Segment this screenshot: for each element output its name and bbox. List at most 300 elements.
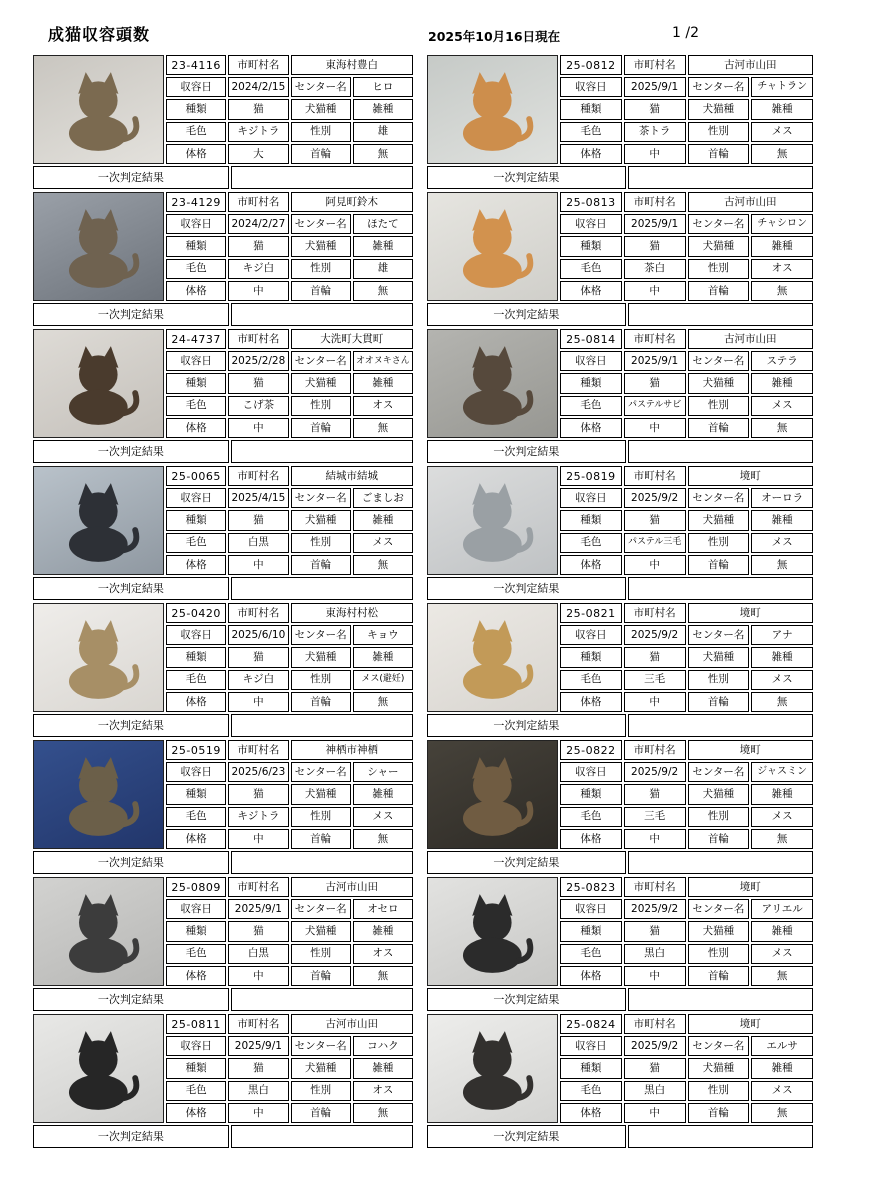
judgment-row bbox=[33, 851, 413, 874]
collar-value: 無 bbox=[353, 692, 413, 712]
intake-date-value: 2025/9/2 bbox=[624, 1036, 686, 1056]
coat-label: 毛色 bbox=[166, 944, 226, 964]
intake-date-label: 収容日 bbox=[560, 351, 622, 371]
record-table bbox=[166, 740, 413, 849]
record-table bbox=[560, 192, 813, 301]
cat-record-card bbox=[427, 192, 813, 326]
sex-label: 性別 bbox=[291, 670, 351, 690]
coat-value: パステル三毛 bbox=[624, 533, 686, 553]
coat-label: 毛色 bbox=[560, 670, 622, 690]
cat-silhouette-icon bbox=[48, 63, 149, 155]
breed-label: 犬猫種 bbox=[291, 236, 351, 256]
coat-value: キジトラ bbox=[228, 807, 288, 827]
species-label: 種類 bbox=[166, 510, 226, 530]
card-top bbox=[427, 466, 813, 575]
cat-photo bbox=[427, 192, 558, 301]
judgment-label: 一次判定結果 bbox=[33, 988, 229, 1011]
sex-value: メス bbox=[751, 807, 813, 827]
municipality-label: 市町村名 bbox=[624, 329, 686, 349]
build-label: 体格 bbox=[560, 281, 622, 301]
build-label: 体格 bbox=[560, 418, 622, 438]
judgment-row bbox=[33, 166, 413, 189]
collar-value: 無 bbox=[751, 966, 813, 986]
judgment-label: 一次判定結果 bbox=[33, 577, 229, 600]
municipality-label: 市町村名 bbox=[228, 603, 288, 623]
breed-value: 雑種 bbox=[751, 1058, 813, 1078]
collar-value: 無 bbox=[751, 555, 813, 575]
build-label: 体格 bbox=[166, 692, 226, 712]
municipality-value: 阿見町鈴木 bbox=[291, 192, 414, 212]
sex-label: 性別 bbox=[291, 259, 351, 279]
collar-label: 首輪 bbox=[688, 144, 750, 164]
cat-silhouette-icon bbox=[48, 748, 149, 840]
cat-photo bbox=[33, 466, 164, 575]
species-label: 種類 bbox=[560, 373, 622, 393]
sex-value: オス bbox=[751, 259, 813, 279]
sex-value: オス bbox=[353, 1081, 413, 1101]
cat-silhouette-icon bbox=[442, 611, 543, 703]
species-value: 猫 bbox=[228, 510, 288, 530]
build-value: 中 bbox=[624, 1103, 686, 1123]
cat-photo bbox=[427, 603, 558, 712]
build-value: 中 bbox=[624, 555, 686, 575]
intake-date-label: 収容日 bbox=[560, 762, 622, 782]
center-name-label: センター名 bbox=[688, 214, 750, 234]
judgment-value bbox=[231, 1125, 413, 1148]
judgment-label: 一次判定結果 bbox=[33, 440, 229, 463]
coat-value: 黒白 bbox=[624, 944, 686, 964]
build-label: 体格 bbox=[560, 829, 622, 849]
build-value: 中 bbox=[228, 966, 288, 986]
center-name-label: センター名 bbox=[291, 762, 351, 782]
record-table bbox=[560, 740, 813, 849]
sex-label: 性別 bbox=[291, 533, 351, 553]
cat-silhouette-icon bbox=[442, 748, 543, 840]
cat-silhouette-icon bbox=[48, 885, 149, 977]
judgment-row bbox=[33, 303, 413, 326]
intake-date-value: 2025/9/2 bbox=[624, 625, 686, 645]
judgment-value bbox=[628, 851, 813, 874]
intake-date-label: 収容日 bbox=[166, 762, 226, 782]
cat-photo bbox=[427, 55, 558, 164]
build-value: 中 bbox=[228, 281, 288, 301]
record-table bbox=[560, 1014, 813, 1123]
center-name-value: アリエル bbox=[751, 899, 813, 919]
card-top bbox=[33, 55, 413, 164]
center-name-value: ごましお bbox=[353, 488, 413, 508]
cat-silhouette-icon bbox=[442, 885, 543, 977]
cat-silhouette-icon bbox=[48, 200, 149, 292]
species-label: 種類 bbox=[560, 784, 622, 804]
center-name-value: ステラ bbox=[751, 351, 813, 371]
municipality-label: 市町村名 bbox=[624, 192, 686, 212]
coat-label: 毛色 bbox=[166, 122, 226, 142]
judgment-label: 一次判定結果 bbox=[33, 1125, 229, 1148]
species-value: 猫 bbox=[228, 99, 288, 119]
sex-label: 性別 bbox=[291, 396, 351, 416]
card-top bbox=[427, 55, 813, 164]
species-value: 猫 bbox=[228, 647, 288, 667]
breed-value: 雑種 bbox=[353, 921, 413, 941]
species-value: 猫 bbox=[228, 236, 288, 256]
sex-label: 性別 bbox=[688, 1081, 750, 1101]
sex-label: 性別 bbox=[688, 122, 750, 142]
collar-value: 無 bbox=[751, 418, 813, 438]
cat-photo bbox=[33, 192, 164, 301]
species-label: 種類 bbox=[166, 373, 226, 393]
build-value: 中 bbox=[624, 418, 686, 438]
coat-label: 毛色 bbox=[166, 396, 226, 416]
municipality-value: 境町 bbox=[688, 466, 814, 486]
sex-value: メス bbox=[751, 944, 813, 964]
species-value: 猫 bbox=[624, 510, 686, 530]
coat-label: 毛色 bbox=[560, 122, 622, 142]
card-top bbox=[33, 329, 413, 438]
breed-label: 犬猫種 bbox=[688, 1058, 750, 1078]
cat-record-card bbox=[427, 329, 813, 463]
record-table bbox=[560, 55, 813, 164]
record-id: 25-0823 bbox=[560, 877, 622, 897]
judgment-value bbox=[231, 440, 413, 463]
center-name-label: センター名 bbox=[688, 77, 750, 97]
cat-record-card bbox=[427, 603, 813, 737]
coat-value: 茶白 bbox=[624, 259, 686, 279]
intake-date-label: 収容日 bbox=[166, 77, 226, 97]
species-value: 猫 bbox=[624, 647, 686, 667]
center-name-value: ほたて bbox=[353, 214, 413, 234]
build-label: 体格 bbox=[560, 966, 622, 986]
center-name-label: センター名 bbox=[291, 214, 351, 234]
municipality-value: 境町 bbox=[688, 740, 814, 760]
intake-date-value: 2025/9/1 bbox=[624, 214, 686, 234]
coat-label: 毛色 bbox=[166, 670, 226, 690]
center-name-label: センター名 bbox=[291, 488, 351, 508]
cat-photo bbox=[427, 877, 558, 986]
judgment-row bbox=[427, 851, 813, 874]
municipality-value: 古河市山田 bbox=[688, 329, 814, 349]
breed-value: 雑種 bbox=[751, 784, 813, 804]
municipality-label: 市町村名 bbox=[624, 55, 686, 75]
breed-value: 雑種 bbox=[751, 510, 813, 530]
card-top bbox=[427, 877, 813, 986]
sex-value: メス bbox=[751, 1081, 813, 1101]
breed-value: 雑種 bbox=[353, 373, 413, 393]
judgment-label: 一次判定結果 bbox=[33, 166, 229, 189]
breed-label: 犬猫種 bbox=[688, 647, 750, 667]
sex-label: 性別 bbox=[291, 1081, 351, 1101]
center-name-value: チャトラン bbox=[751, 77, 813, 97]
build-value: 中 bbox=[228, 692, 288, 712]
cat-record-card bbox=[427, 877, 813, 1011]
records-grid bbox=[33, 55, 813, 1148]
breed-value: 雑種 bbox=[353, 236, 413, 256]
coat-value: キジ白 bbox=[228, 259, 288, 279]
coat-label: 毛色 bbox=[560, 396, 622, 416]
collar-label: 首輪 bbox=[291, 966, 351, 986]
breed-value: 雑種 bbox=[751, 921, 813, 941]
cat-record-card bbox=[33, 603, 413, 737]
collar-value: 無 bbox=[353, 1103, 413, 1123]
build-label: 体格 bbox=[166, 281, 226, 301]
cat-photo bbox=[33, 1014, 164, 1123]
municipality-value: 古河市山田 bbox=[291, 1014, 414, 1034]
judgment-row bbox=[427, 577, 813, 600]
coat-value: 黒白 bbox=[624, 1081, 686, 1101]
judgment-row bbox=[33, 714, 413, 737]
judgment-row bbox=[33, 440, 413, 463]
build-label: 体格 bbox=[560, 1103, 622, 1123]
coat-label: 毛色 bbox=[166, 807, 226, 827]
collar-value: 無 bbox=[353, 418, 413, 438]
judgment-value bbox=[231, 714, 413, 737]
cat-record-card bbox=[33, 877, 413, 1011]
center-name-label: センター名 bbox=[688, 762, 750, 782]
intake-date-label: 収容日 bbox=[560, 77, 622, 97]
record-id: 25-0813 bbox=[560, 192, 622, 212]
record-id: 25-0519 bbox=[166, 740, 226, 760]
judgment-label: 一次判定結果 bbox=[427, 714, 626, 737]
center-name-value: アナ bbox=[751, 625, 813, 645]
intake-date-value: 2025/9/2 bbox=[624, 899, 686, 919]
breed-value: 雑種 bbox=[751, 99, 813, 119]
card-top bbox=[427, 192, 813, 301]
judgment-row bbox=[427, 714, 813, 737]
intake-date-label: 収容日 bbox=[560, 1036, 622, 1056]
municipality-label: 市町村名 bbox=[228, 466, 288, 486]
build-label: 体格 bbox=[166, 144, 226, 164]
judgment-label: 一次判定結果 bbox=[33, 303, 229, 326]
cat-photo bbox=[33, 740, 164, 849]
collar-label: 首輪 bbox=[688, 692, 750, 712]
coat-value: 黒白 bbox=[228, 1081, 288, 1101]
coat-value: こげ茶 bbox=[228, 396, 288, 416]
municipality-value: 古河市山田 bbox=[688, 55, 814, 75]
collar-label: 首輪 bbox=[688, 1103, 750, 1123]
species-label: 種類 bbox=[166, 784, 226, 804]
center-name-label: センター名 bbox=[688, 1036, 750, 1056]
judgment-label: 一次判定結果 bbox=[33, 714, 229, 737]
judgment-value bbox=[628, 166, 813, 189]
species-value: 猫 bbox=[624, 1058, 686, 1078]
record-id: 23-4129 bbox=[166, 192, 226, 212]
card-top bbox=[33, 1014, 413, 1123]
municipality-label: 市町村名 bbox=[624, 740, 686, 760]
municipality-value: 神栖市神栖 bbox=[291, 740, 414, 760]
build-value: 中 bbox=[624, 144, 686, 164]
species-label: 種類 bbox=[560, 647, 622, 667]
sex-label: 性別 bbox=[688, 396, 750, 416]
sex-value: 雄 bbox=[353, 259, 413, 279]
cat-silhouette-icon bbox=[48, 1022, 149, 1114]
species-value: 猫 bbox=[624, 921, 686, 941]
breed-value: 雑種 bbox=[353, 510, 413, 530]
build-value: 中 bbox=[624, 281, 686, 301]
municipality-value: 東海村村松 bbox=[291, 603, 414, 623]
breed-label: 犬猫種 bbox=[291, 510, 351, 530]
sex-label: 性別 bbox=[291, 807, 351, 827]
build-label: 体格 bbox=[560, 555, 622, 575]
build-label: 体格 bbox=[166, 418, 226, 438]
municipality-label: 市町村名 bbox=[624, 603, 686, 623]
card-top bbox=[33, 466, 413, 575]
build-label: 体格 bbox=[166, 555, 226, 575]
card-top bbox=[33, 877, 413, 986]
build-value: 中 bbox=[624, 966, 686, 986]
sex-value: メス bbox=[751, 533, 813, 553]
municipality-value: 古河市山田 bbox=[291, 877, 414, 897]
cat-record-card bbox=[33, 466, 413, 600]
species-value: 猫 bbox=[228, 373, 288, 393]
record-id: 25-0821 bbox=[560, 603, 622, 623]
judgment-label: 一次判定結果 bbox=[427, 1125, 626, 1148]
judgment-value bbox=[628, 577, 813, 600]
breed-value: 雑種 bbox=[751, 373, 813, 393]
center-name-value: ヒロ bbox=[353, 77, 413, 97]
intake-date-label: 収容日 bbox=[560, 488, 622, 508]
page-number: 1 /2 bbox=[672, 25, 699, 41]
sex-value: オス bbox=[353, 396, 413, 416]
species-label: 種類 bbox=[560, 1058, 622, 1078]
card-top bbox=[427, 329, 813, 438]
card-top bbox=[33, 603, 413, 712]
municipality-label: 市町村名 bbox=[624, 877, 686, 897]
judgment-label: 一次判定結果 bbox=[427, 851, 626, 874]
record-id: 25-0812 bbox=[560, 55, 622, 75]
record-table bbox=[166, 466, 413, 575]
collar-label: 首輪 bbox=[291, 144, 351, 164]
judgment-row bbox=[427, 166, 813, 189]
record-table bbox=[560, 603, 813, 712]
record-table bbox=[560, 877, 813, 986]
municipality-value: 大洗町大貫町 bbox=[291, 329, 414, 349]
record-id: 25-0824 bbox=[560, 1014, 622, 1034]
judgment-value bbox=[628, 1125, 813, 1148]
collar-label: 首輪 bbox=[688, 966, 750, 986]
build-label: 体格 bbox=[560, 692, 622, 712]
coat-value: 三毛 bbox=[624, 670, 686, 690]
coat-label: 毛色 bbox=[560, 259, 622, 279]
judgment-row bbox=[427, 303, 813, 326]
center-name-label: センター名 bbox=[688, 351, 750, 371]
cat-record-card bbox=[427, 55, 813, 189]
intake-date-label: 収容日 bbox=[166, 488, 226, 508]
intake-date-value: 2025/2/28 bbox=[228, 351, 288, 371]
collar-value: 無 bbox=[751, 1103, 813, 1123]
intake-date-label: 収容日 bbox=[560, 899, 622, 919]
center-name-label: センター名 bbox=[291, 1036, 351, 1056]
build-value: 中 bbox=[228, 829, 288, 849]
center-name-label: センター名 bbox=[291, 351, 351, 371]
card-top bbox=[33, 192, 413, 301]
center-name-value: コハク bbox=[353, 1036, 413, 1056]
sex-label: 性別 bbox=[688, 944, 750, 964]
intake-date-value: 2024/2/27 bbox=[228, 214, 288, 234]
intake-date-value: 2025/6/23 bbox=[228, 762, 288, 782]
judgment-value bbox=[231, 577, 413, 600]
municipality-label: 市町村名 bbox=[228, 740, 288, 760]
cat-photo bbox=[427, 740, 558, 849]
center-name-label: センター名 bbox=[291, 899, 351, 919]
sex-label: 性別 bbox=[291, 944, 351, 964]
center-name-value: キョウ bbox=[353, 625, 413, 645]
build-value: 大 bbox=[228, 144, 288, 164]
coat-label: 毛色 bbox=[560, 807, 622, 827]
coat-value: パステルサビ bbox=[624, 396, 686, 416]
record-table bbox=[166, 192, 413, 301]
breed-label: 犬猫種 bbox=[291, 1058, 351, 1078]
build-value: 中 bbox=[228, 555, 288, 575]
record-id: 25-0822 bbox=[560, 740, 622, 760]
intake-date-value: 2025/9/1 bbox=[624, 77, 686, 97]
card-top bbox=[427, 740, 813, 849]
breed-label: 犬猫種 bbox=[291, 99, 351, 119]
record-id: 25-0420 bbox=[166, 603, 226, 623]
judgment-value bbox=[628, 303, 813, 326]
species-value: 猫 bbox=[228, 1058, 288, 1078]
species-value: 猫 bbox=[228, 921, 288, 941]
sex-value: メス bbox=[751, 122, 813, 142]
sex-value: メス bbox=[353, 533, 413, 553]
sex-value: 雄 bbox=[353, 122, 413, 142]
municipality-label: 市町村名 bbox=[228, 192, 288, 212]
species-value: 猫 bbox=[624, 373, 686, 393]
coat-label: 毛色 bbox=[166, 1081, 226, 1101]
cat-silhouette-icon bbox=[442, 63, 543, 155]
record-table bbox=[166, 877, 413, 986]
judgment-label: 一次判定結果 bbox=[427, 303, 626, 326]
coat-value: キジトラ bbox=[228, 122, 288, 142]
sex-label: 性別 bbox=[291, 122, 351, 142]
collar-value: 無 bbox=[751, 144, 813, 164]
cat-record-card bbox=[427, 740, 813, 874]
coat-label: 毛色 bbox=[166, 259, 226, 279]
cat-photo bbox=[33, 55, 164, 164]
record-id: 25-0809 bbox=[166, 877, 226, 897]
collar-label: 首輪 bbox=[688, 281, 750, 301]
collar-label: 首輪 bbox=[688, 418, 750, 438]
species-value: 猫 bbox=[624, 99, 686, 119]
intake-date-value: 2025/9/2 bbox=[624, 488, 686, 508]
judgment-label: 一次判定結果 bbox=[427, 988, 626, 1011]
judgment-value bbox=[231, 851, 413, 874]
judgment-row bbox=[427, 1125, 813, 1148]
municipality-label: 市町村名 bbox=[228, 877, 288, 897]
intake-date-label: 収容日 bbox=[166, 351, 226, 371]
intake-date-value: 2025/9/1 bbox=[228, 1036, 288, 1056]
breed-label: 犬猫種 bbox=[291, 373, 351, 393]
collar-value: 無 bbox=[751, 692, 813, 712]
breed-label: 犬猫種 bbox=[291, 921, 351, 941]
species-label: 種類 bbox=[166, 1058, 226, 1078]
center-name-value: オーロラ bbox=[751, 488, 813, 508]
center-name-label: センター名 bbox=[291, 625, 351, 645]
intake-date-label: 収容日 bbox=[560, 214, 622, 234]
coat-value: キジ白 bbox=[228, 670, 288, 690]
coat-label: 毛色 bbox=[166, 533, 226, 553]
municipality-label: 市町村名 bbox=[228, 55, 288, 75]
intake-date-label: 収容日 bbox=[166, 214, 226, 234]
collar-label: 首輪 bbox=[291, 692, 351, 712]
cat-silhouette-icon bbox=[442, 200, 543, 292]
sex-label: 性別 bbox=[688, 259, 750, 279]
record-table bbox=[166, 603, 413, 712]
collar-value: 無 bbox=[353, 966, 413, 986]
intake-date-label: 収容日 bbox=[166, 1036, 226, 1056]
municipality-value: 境町 bbox=[688, 1014, 814, 1034]
center-name-value: チャシロン bbox=[751, 214, 813, 234]
breed-value: 雑種 bbox=[353, 1058, 413, 1078]
cat-record-card bbox=[33, 192, 413, 326]
